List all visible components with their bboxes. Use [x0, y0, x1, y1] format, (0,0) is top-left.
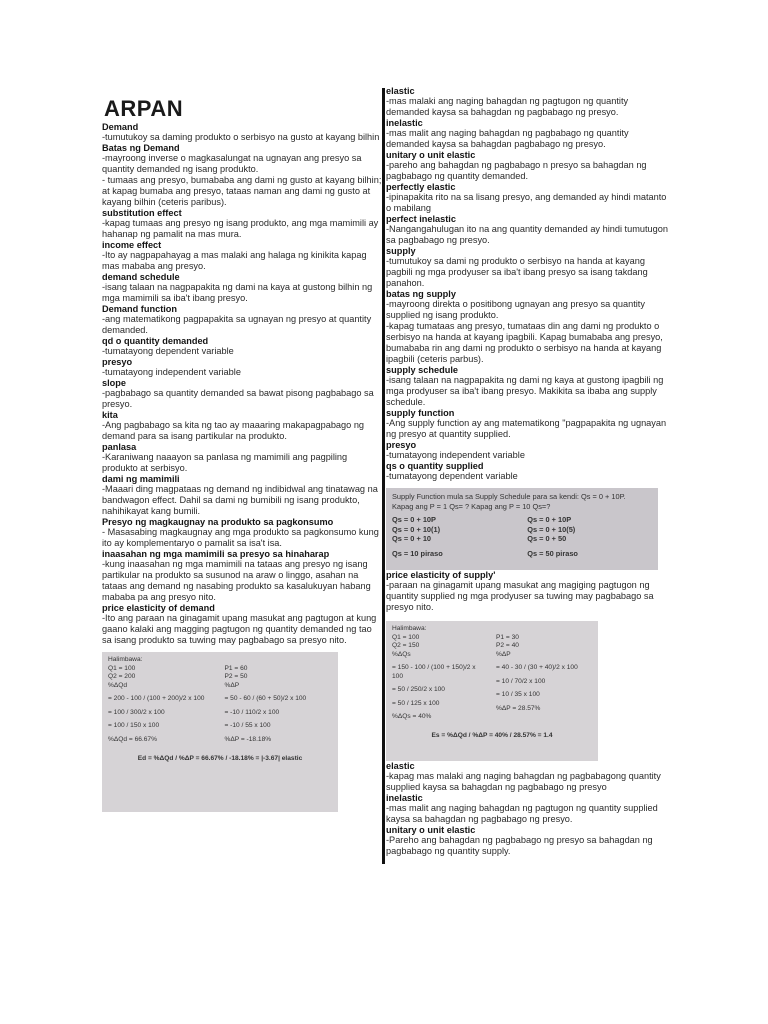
note-definition: -mas malaki ang naging bahagdan ng pagtugon ng quantity demanded kaysa sa bahagdan ng pagbabago ng presyo.: [386, 96, 629, 117]
note-entry: [386, 365, 674, 408]
note-entry: [102, 474, 382, 517]
supply-line: Qs = 0 + 10P: [392, 515, 436, 524]
note-term: panlasa: [102, 442, 137, 452]
supply-function-example: [386, 488, 658, 570]
right-notes-top: [386, 86, 674, 482]
demand-elasticity-example: [102, 652, 338, 812]
note-term: perfectly elastic: [386, 182, 456, 192]
supply-right-lines: [527, 515, 652, 563]
example-line: Q1 = 100: [108, 664, 136, 672]
note-term: Presyo ng magkaugnay na produkto sa pagkonsumo: [102, 517, 334, 527]
example-line: %ΔP = 28.57%: [496, 704, 541, 712]
note-definition: -isang talaan na nagpapakita ng dami ng kaya at gustong ipagbili ng mga prodyuser sa iba't ibang presyo. Makikita sa ibaba ang supply schedule.: [386, 375, 664, 407]
example-line: = 150 - 100 / (100 + 150)/2 x 100: [392, 664, 476, 680]
note-definition: -tumatayong independent variable: [102, 367, 241, 377]
note-definition: -Ang supply function ay ang matematikong "pagpapakita ng ugnayan ng presyo at quantity supplied.: [386, 418, 667, 439]
note-entry: [386, 440, 674, 461]
supply-left-lines: [392, 515, 517, 563]
note-entry: [386, 761, 674, 793]
note-definition: -Nangangahulugan ito na ang quantity demanded ay hindi tumutugon sa pagbabago ng presyo.: [386, 224, 668, 245]
example-line: P1 = 30: [496, 633, 519, 641]
note-definition: -mayroong inverse o magkasalungat na ugnayan ang presyo sa quantity demanded ng isang produkto.: [102, 153, 362, 174]
note-definition: -isang talaan na nagpapakita ng dami na kaya at gustong bilhin ng mga mamimili sa iba't ibang presyo.: [102, 282, 373, 303]
note-entry: [386, 246, 674, 289]
example-line: = 40 - 30 / (30 + 40)/2 x 100: [496, 664, 578, 671]
example-right-lines: [224, 665, 332, 750]
example-line: = 50 - 60 / (60 + 50)/2 x 100: [224, 695, 307, 702]
note-entry: [102, 240, 382, 272]
note-entry: [102, 336, 382, 357]
note-entry: [386, 570, 674, 613]
note-definition: -pareho ang bahagdan ng pagbabago n presyo sa bahagdan ng pagbabago ng quantity demanded.: [386, 160, 647, 181]
example-line: = 100 / 150 x 100: [108, 722, 160, 729]
example-line: P2 = 40: [496, 642, 519, 649]
example-line: %ΔQs: [392, 650, 411, 658]
example-line: %ΔP: [496, 650, 511, 658]
note-term: slope: [102, 378, 126, 388]
note-definition: -tumatayong dependent variable: [386, 471, 518, 481]
note-definition: -kapag mas malaki ang naging bahagdan ng pagbabagong quantity supplied kaysa sa bahagdan ng pagbabago ng presyo: [386, 771, 661, 792]
note-definition: -Ang pagbabago sa kita ng tao ay maaaring makapagpabago ng demand para sa isang partikular na produkto.: [102, 420, 365, 441]
note-entry: [102, 272, 382, 304]
note-definition: -tumutukoy sa dami ng produkto o serbisyo na handa at kayang pagbili ng mga prodyuser sa iba't ibang presyo sa isang takdang panahon.: [386, 256, 648, 288]
supply-line: Qs = 0 + 50: [527, 534, 567, 543]
supply-example-line2: Kapag ang P = 1 Qs= ? Kapag ang P = 10 Qs=?: [392, 501, 551, 511]
note-entry: [102, 143, 382, 208]
note-term: income effect: [102, 240, 162, 250]
supply-line: Qs = 0 + 10: [392, 534, 432, 543]
example-result: Es = %ΔQd / %ΔP = 40% / 28.57% = 1.4: [431, 731, 553, 739]
example-heading: Halimbawa:: [108, 656, 143, 663]
note-definition: -mas malit ang naging bahagdan ng pagbabago ng quantity demanded kaysa sa bahagdan pagbabago ng presyo.: [386, 128, 629, 149]
note-term: supply function: [386, 408, 455, 418]
note-term: presyo: [386, 440, 417, 450]
note-entry: [102, 208, 382, 240]
note-entry: [102, 549, 382, 603]
note-term: perfect inelastic: [386, 214, 456, 224]
note-definition: -tumatayong dependent variable: [102, 346, 234, 356]
example-line: = 50 / 125 x 100: [392, 699, 440, 707]
example-line: = 50 / 250/2 x 100: [392, 686, 445, 693]
example-line: = -10 / 55 x 100: [224, 722, 271, 729]
example-line: Q2 = 200: [108, 673, 136, 680]
note-entry: [102, 410, 382, 442]
note-term: Demand function: [102, 304, 178, 314]
note-definition: -Ito ay nagpapahayag a mas malaki ang halaga ng kinikita kapag mas mababa ang presyo.: [102, 250, 367, 271]
note-term: qd o quantity demanded: [102, 336, 209, 346]
note-definition: -ipinapakita rito na sa lisang presyo, ang demanded ay hindi matanto o mabilang: [386, 192, 667, 213]
note-definition: - Masasabing magkaugnay ang mga produkto sa pagkonsumo kung ito ay komplementaryo o pamalit sa isa't isa.: [102, 527, 379, 548]
supply-line: Qs = 0 + 10P: [527, 515, 572, 524]
note-term: presyo: [102, 357, 133, 367]
supply-line: Qs = 10 piraso: [392, 548, 443, 558]
example-line: %ΔP = -18.18%: [224, 735, 272, 743]
supply-line: Qs = 0 + 10(1): [392, 524, 441, 534]
example-line: %ΔQd: [108, 681, 128, 689]
note-definition: -pagbabago sa quantity demanded sa bawat pisong pagbabago sa presyo.: [102, 388, 374, 409]
note-term: elastic: [386, 761, 415, 771]
example-right-lines: [496, 634, 592, 727]
note-entry: [386, 86, 674, 118]
example-line: = 200 - 100 / (100 + 200)/2 x 100: [108, 695, 205, 702]
note-definition: -tumutukoy sa daming produkto o serbisyo na gusto at kayang bilhin: [102, 132, 380, 142]
note-entry: [386, 408, 674, 440]
note-term: price elasticity of demand: [102, 603, 215, 613]
note-term: price elasticity of supply': [386, 570, 496, 580]
note-term: inaasahan ng mga mamimili sa presyo sa hinaharap: [102, 549, 330, 559]
note-entry: [386, 150, 674, 182]
example-line: = -10 / 110/2 x 100: [224, 708, 280, 716]
note-entry: [102, 122, 382, 143]
left-column: [102, 86, 382, 812]
note-term: unitary o unit elastic: [386, 150, 476, 160]
note-term: qs o quantity supplied: [386, 461, 484, 471]
note-term: kita: [102, 410, 118, 420]
note-term: inelastic: [386, 118, 423, 128]
note-definition: -kapag tumataas ang presyo, tumataas din ang dami ng produkto o serbisyo na handa at kayang ipagbili. Kapag bumababa ang presyo, bumababa rin ang dami ng produkto o serbisyo na handa at kayang ipagbili (ceteris parbus).: [386, 321, 663, 364]
right-notes-bottom: [386, 761, 674, 857]
note-entry: [386, 461, 674, 482]
note-entry: [102, 442, 382, 474]
note-term: unitary o unit elastic: [386, 825, 476, 835]
column-divider: [382, 88, 385, 864]
note-definition: -Maaari ding magpataas ng demand ng indibidwal ang tinatawag na bandwagon effect. Dahil sa dami ng bumibili ng isang produkto, nahihikayat kang bumili.: [102, 484, 378, 516]
note-term: supply: [386, 246, 416, 256]
example-line: P2 = 50: [224, 673, 248, 680]
example-line: = 10 / 35 x 100: [496, 691, 540, 698]
note-term: elastic: [386, 86, 415, 96]
page-title: ARPAN: [104, 96, 184, 121]
note-entry: [102, 603, 382, 646]
supply-line: Qs = 50 piraso: [527, 548, 578, 558]
example-left-lines: [392, 634, 488, 727]
example-columns: [392, 634, 592, 727]
right-column: [386, 86, 674, 857]
note-definition: -ang matematikong pagpapakita sa ugnayan ng presyo at quantity demanded.: [102, 314, 372, 335]
note-definition: - tumaas ang presyo, bumababa ang dami ng gusto at kayang bilhin; at kapag bumaba ang presyo, tataas naman ang dami ng gusto at kayang bilhin (ceteris paribus).: [102, 175, 382, 207]
supply-example-columns: [392, 515, 652, 563]
example-line: Q2 = 150: [392, 642, 420, 649]
note-definition: -Ito ang paraan na ginagamit upang masukat ang pagtugon at kung gaano kalaki ang magging pagtugon ng quantity demanded ng tao sa isang produkto sa tuwing may pagbabago sa presyo nito.: [102, 613, 377, 645]
note-entry: [386, 118, 674, 150]
note-entry: [102, 378, 382, 410]
note-entry: [386, 182, 674, 214]
note-term: substitution effect: [102, 208, 182, 218]
example-line: = 10 / 70/2 x 100: [496, 677, 546, 685]
note-entry: [102, 357, 382, 378]
note-term: Demand: [102, 122, 139, 132]
example-line: %ΔQs = 40%: [392, 713, 432, 720]
note-entry: [386, 793, 674, 825]
note-entry: [386, 214, 674, 246]
supply-example-line1: Supply Function mula sa Supply Schedule para sa kendi: Qs = 0 + 10P.: [392, 492, 626, 501]
note-term: Batas ng Demand: [102, 143, 180, 153]
supply-line: Qs = 0 + 10(5): [527, 524, 576, 534]
note-term: batas ng supply: [386, 289, 456, 299]
note-definition: -kung inaasahan ng mga mamimili na tataas ang presyo ng isang partikular na produkto sa susunod na araw o linggo, asahan na tataas ang demand ng nasabing produkto sa kasalukuyan habang mababa pa ang presyo nito.: [102, 559, 371, 602]
example-line: P1 = 60: [224, 664, 248, 672]
left-notes: [102, 122, 382, 646]
supply-elasticity-example: [386, 621, 598, 761]
note-entry: [386, 289, 674, 365]
note-definition: -mayroong direkta o positibong ugnayan ang presyo sa quantity supplied ng isang produkto.: [386, 299, 645, 320]
note-definition: -paraan na ginagamit upang masukat ang magiging pagtugon ng quantity supplied ng mga prodyuser sa tuwing may pagbabago sa presyo nito.: [386, 580, 654, 612]
example-line: = 100 / 300/2 x 100: [108, 708, 165, 716]
example-result: Ed = %ΔQd / %ΔP = 66.67% / -18.18% = |-3.67| elastic: [137, 755, 303, 762]
example-line: Q1 = 100: [392, 633, 420, 641]
example-left-lines: [108, 665, 216, 750]
notes-sheet: [96, 86, 676, 866]
example-columns: [108, 665, 332, 750]
example-line: %ΔQd = 66.67%: [108, 735, 157, 743]
note-definition: -mas malit ang naging bahagdan ng pagtugon ng quantity supplied kaysa sa bahagdan ng pagbabago ng presyo.: [386, 803, 658, 824]
example-heading: Halimbawa:: [392, 625, 427, 632]
note-entry: [386, 825, 674, 857]
note-definition: -Karaniwang naaayon sa panlasa ng mamimili ang pagpiling produkto at serbisyo.: [102, 452, 348, 473]
note-definition: -kapag tumaas ang presyo ng isang produkto, ang mga mamimili ay hahanap ng pamalit na mas mura.: [102, 218, 379, 239]
note-definition: -Pareho ang bahagdan ng pagbabago ng presyo sa bahagdan ng pagbabago ng quantity supply.: [386, 835, 653, 856]
note-term: demand schedule: [102, 272, 180, 282]
note-entry: [102, 517, 382, 549]
note-entry: [102, 304, 382, 336]
example-line: %ΔP: [224, 681, 240, 689]
right-notes-mid: [386, 570, 674, 613]
note-term: dami ng mamimili: [102, 474, 180, 484]
note-definition: -tumatayong independent variable: [386, 450, 525, 460]
note-term: inelastic: [386, 793, 423, 803]
note-term: supply schedule: [386, 365, 458, 375]
